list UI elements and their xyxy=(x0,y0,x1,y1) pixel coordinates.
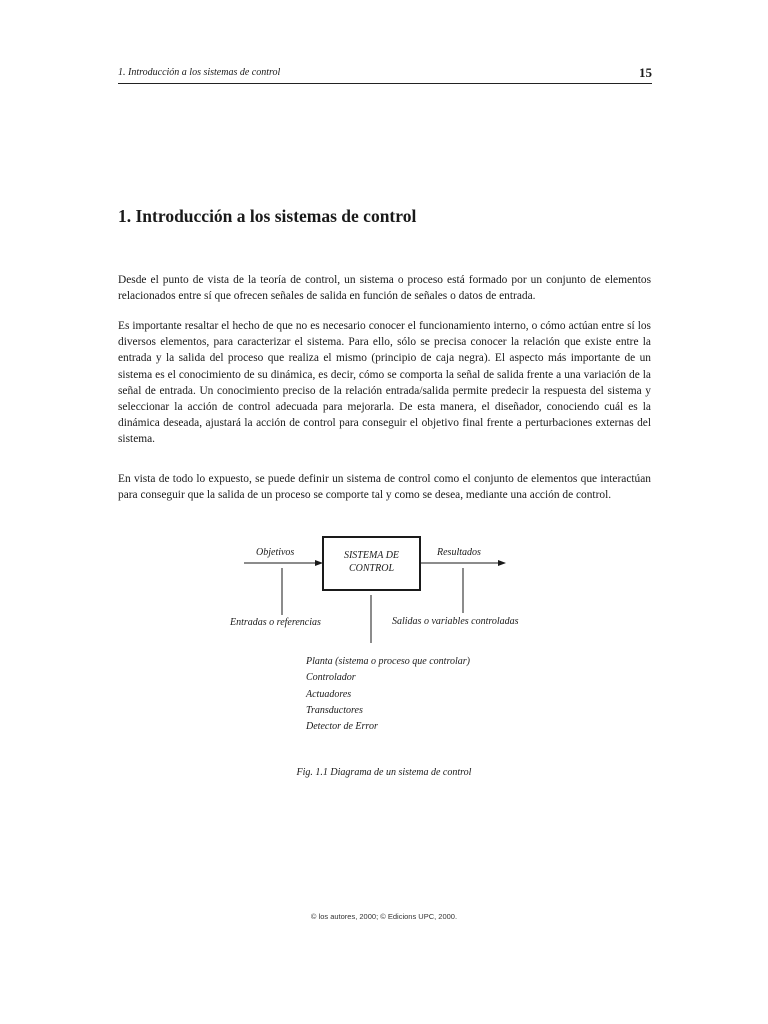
page-number: 15 xyxy=(639,65,652,80)
list-item: Transductores xyxy=(306,704,363,716)
copyright-footer: © los autores, 2000; © Edicions UPC, 2000. xyxy=(310,912,458,921)
input-description: Entradas o referencias xyxy=(230,617,321,628)
paragraph-1: Desde el punto de vista de la teoría de control, un sistema o proceso está formado por un conjunto de elementos relacionados entre sí que ofrecen señales de salida en función de señales o datos de entrada. xyxy=(118,274,651,303)
components-list xyxy=(306,654,470,735)
list-item: Detector de Error xyxy=(306,721,378,733)
figure-caption: Fig. 1.1 Diagrama de un sistema de control xyxy=(296,767,472,778)
list-item: Planta (sistema o proceso que controlar) xyxy=(306,656,470,667)
block-label-line2: CONTROL xyxy=(348,563,394,574)
chapter-title: 1. Introducción a los sistemas de control xyxy=(118,206,417,226)
running-header xyxy=(118,66,652,84)
paragraph-2: Es importante resaltar el hecho de que no es necesario conocer el funcionamiento interno, o cómo actúan entre sí los diversos elementos, para caracterizar el sistema. Para ello, sólo se precisa conocer la relación que existe entre la entrada y la salida del proceso que realiza el mismo (principio de caja negra). El aspecto más importante de un sistema es el conocimiento de su dinámica, es decir, cómo se comporta la señal de salida frente a una variación de la señal de entrada. Un conocimiento preciso de la relación entrada/salida permite predecir la respuesta del sistema y seleccionar la acción de control adecuada para mejorarla. De esta manera, el diseñador, conociendo cuál es la dinámica deseada, ajustará la acción de control para conseguir el objetivo final frente a perturbaciones externas del sistema. xyxy=(118,320,651,446)
block-label-line1: SISTEMA DE xyxy=(343,550,400,561)
input-label: Objetivos xyxy=(256,547,295,558)
control-system-block-label xyxy=(323,549,420,575)
output-description: Salidas o variables controladas xyxy=(392,616,519,627)
list-item: Actuadores xyxy=(306,688,352,700)
paragraph-3: En vista de todo lo expuesto, se puede definir un sistema de control como el conjunto de elementos que interactúan para conseguir que la salida de un proceso se comporte tal y como se desea, mediante una acción de control. xyxy=(118,473,651,502)
list-item: Controlador xyxy=(306,672,356,684)
running-title: 1. Introducción a los sistemas de control xyxy=(118,67,281,78)
output-label: Resultados xyxy=(437,547,481,558)
